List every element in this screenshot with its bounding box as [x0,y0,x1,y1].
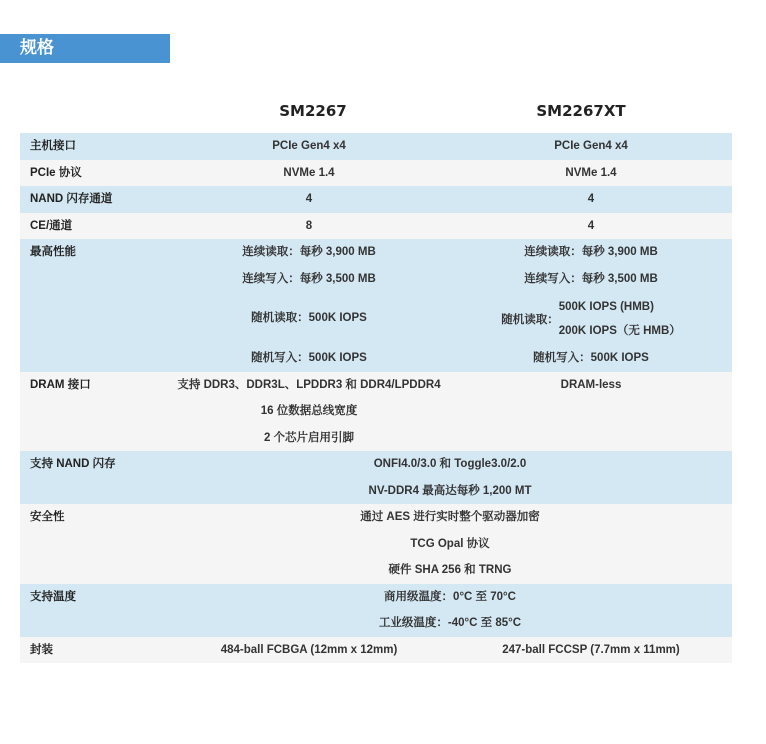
cell: PCIe Gen4 x4 [554,140,628,152]
cell: 247-ball FCCSP (7.7mm x 11mm) [502,643,680,656]
row-label: 支持 NAND 闪存 [30,458,116,470]
row-label: 主机接口 [30,140,76,152]
cell [168,584,732,637]
cell: 4 [587,219,595,232]
column-header-sm2267xt: SM2267XT [536,102,626,120]
perf-line: 连续写入：每秒 3,500 MB [242,272,376,285]
row-label: PCIe 协议 [30,166,82,179]
perf-line: 500K IOPS (HMB) [558,300,654,313]
cell-line: ONFI4.0/3.0 和 Toggle3.0/2.0 [373,458,527,470]
table-row [20,451,732,504]
cell-line: 支持 DDR3、DDR3L、LPDDR3 和 DDR4/LPDDR4 [177,378,441,391]
section-title: 规格 [0,34,170,63]
cell-line: 硬件 SHA 256 和 TRNG [388,564,512,576]
table-row [20,160,732,187]
table-row [20,372,732,452]
random-read-group [450,292,732,345]
perf-line: 连续读取：每秒 3,900 MB [524,246,658,258]
perf-line: 随机读取：500K IOPS [251,312,367,324]
cell: DRAM-less [560,378,622,391]
row-label: 最高性能 [30,246,76,258]
table-row [20,133,732,160]
table-row [20,637,732,664]
row-label: CE/通道 [30,219,73,232]
table-row [20,213,732,240]
row-label: DRAM 接口 [30,378,91,391]
perf-line: 连续写入：每秒 3,500 MB [524,272,658,285]
cell-line: 商用级温度：0°C 至 70°C [384,590,516,603]
table-row [20,186,732,213]
column-header-sm2267: SM2267 [279,102,347,120]
cell [168,504,732,584]
perf-line: 连续读取：每秒 3,900 MB [242,246,376,258]
cell: 8 [305,219,313,232]
cell: PCIe Gen4 x4 [272,140,346,152]
cell: 4 [587,193,595,205]
cell-line: 16 位数据总线宽度 [260,405,358,417]
cell: 4 [305,193,313,205]
row-label: 支持温度 [30,590,76,603]
perf-line: 随机写入：500K IOPS [251,352,367,364]
cell [450,239,732,372]
cell-line: 2 个芯片启用引脚 [263,431,355,444]
perf-line: 随机读取： [501,313,559,326]
table-row [20,239,732,372]
cell-line: 通过 AES 进行实时整个驱动器加密 [360,511,540,523]
cell: NVMe 1.4 [283,166,335,179]
cell [168,372,450,452]
row-label: 封装 [30,643,53,656]
cell [168,451,732,504]
cell [168,239,450,372]
spec-table [20,133,732,663]
row-label: NAND 闪存通道 [30,193,113,205]
perf-line: 随机写入：500K IOPS [533,352,649,364]
table-row [20,504,732,584]
table-row [20,584,732,637]
row-label: 安全性 [30,511,65,523]
cell: 484-ball FCBGA (12mm x 12mm) [220,643,398,656]
cell-line: 工业级温度：-40°C 至 85°C [378,617,522,629]
cell: NVMe 1.4 [565,166,617,179]
cell-line: TCG Opal 协议 [410,537,490,550]
cell-line: NV-DDR4 最高达每秒 1,200 MT [368,484,532,497]
perf-line: 200K IOPS（无 HMB） [558,324,681,337]
